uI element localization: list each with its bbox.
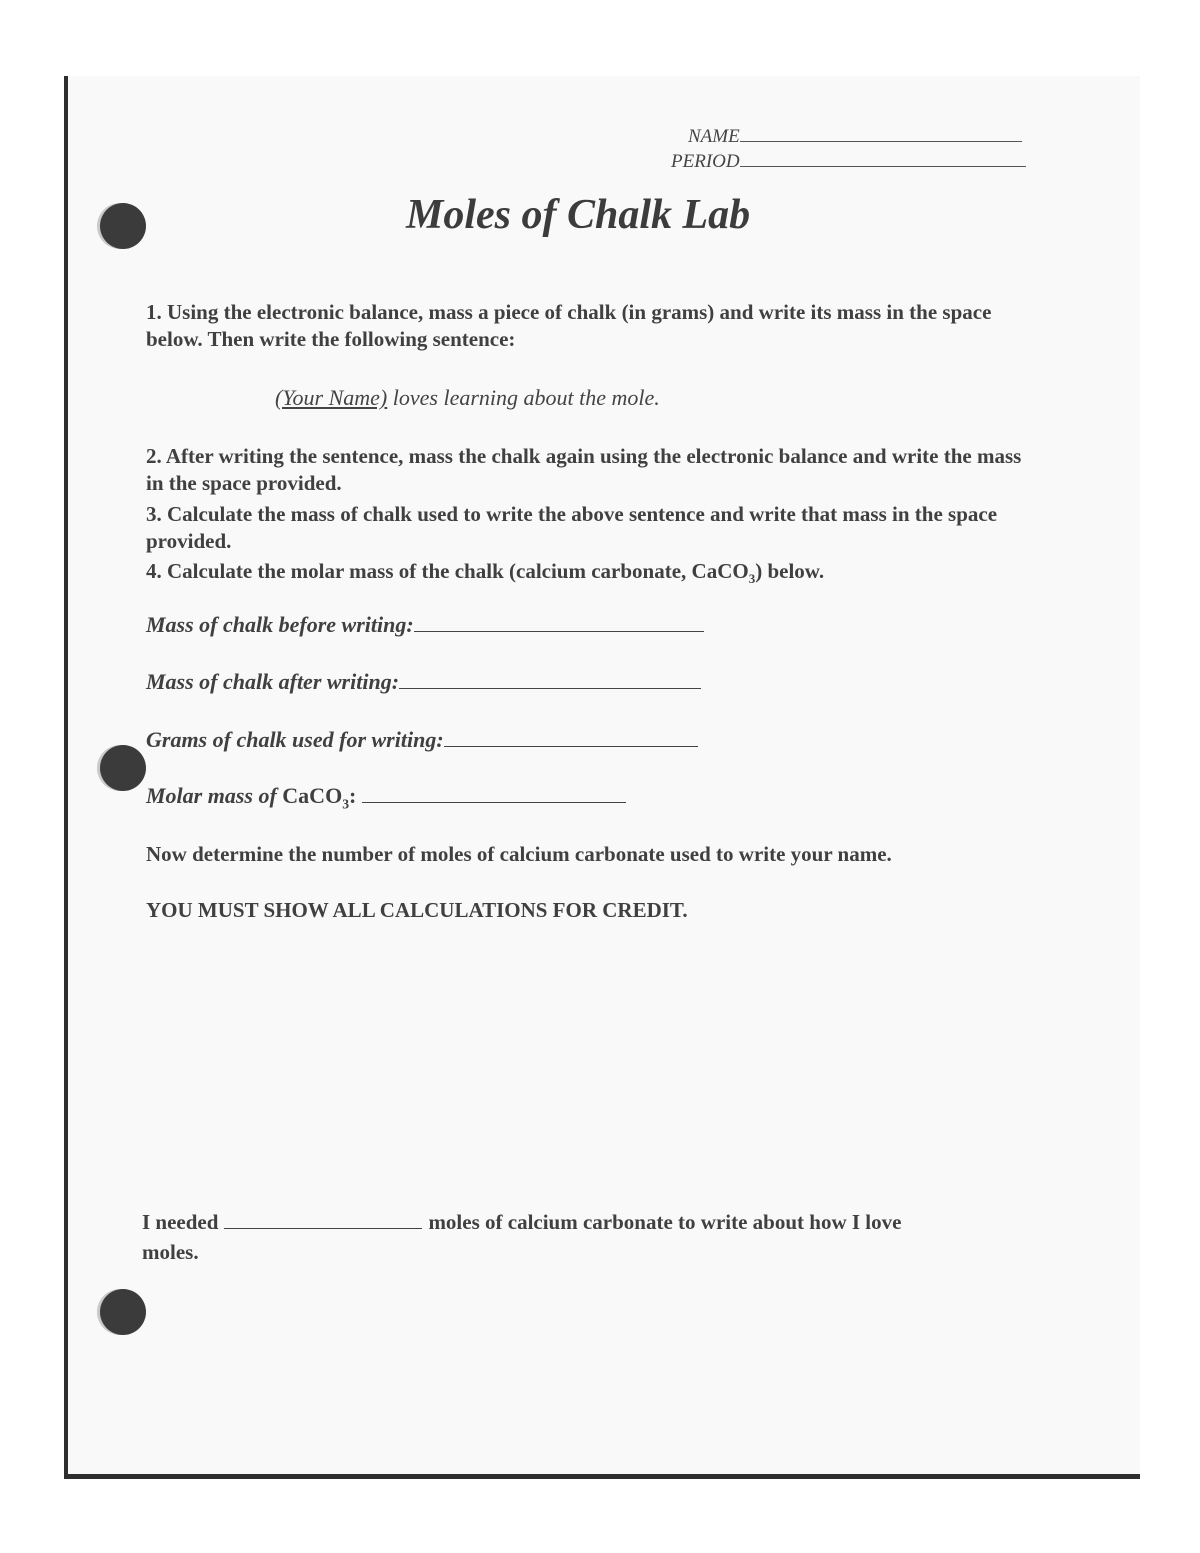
instruction-step-4: [146, 558, 1026, 592]
answer-end: moles.: [142, 1240, 199, 1264]
name-blank[interactable]: [740, 141, 1022, 142]
name-label: NAME: [688, 126, 740, 147]
show-work-notice: YOU MUST SHOW ALL CALCULATIONS FOR CREDIT.: [146, 898, 688, 922]
molar-mass-colon: :: [349, 783, 357, 808]
molar-mass-formula: CaCO: [282, 783, 343, 808]
mass-before-field[interactable]: [146, 611, 704, 638]
punch-hole-middle: [100, 745, 146, 791]
answer-post: moles of calcium carbonate to write about how I love: [428, 1210, 902, 1234]
instruction-step-2: 2. After writing the sentence, mass the chalk again using the electronic balance and write the mass in the space provided.: [146, 444, 1022, 495]
molar-mass-field[interactable]: [146, 782, 626, 812]
grams-used-field[interactable]: [146, 726, 698, 753]
step-4-text: 4. Calculate the molar mass of the chalk (calcium carbonate, CaCO: [146, 559, 749, 583]
instruction-step-1: 1. Using the electronic balance, mass a piece of chalk (in grams) and write its mass in the space below. Then write the following sentence:: [146, 300, 992, 351]
period-blank[interactable]: [740, 166, 1026, 167]
mass-before-blank[interactable]: [414, 611, 704, 632]
molar-mass-blank[interactable]: [362, 782, 626, 803]
answer-pre: I needed: [142, 1210, 219, 1234]
name-field[interactable]: [688, 126, 1022, 148]
step-4-subscript: 3: [748, 571, 756, 587]
determine-moles-text: Now determine the number of moles of calcium carbonate used to write your name.: [146, 842, 892, 866]
grams-used-label: Grams of chalk used for writing:: [146, 727, 444, 752]
worksheet-page: [64, 76, 1140, 1479]
page-title: Moles of Chalk Lab: [406, 192, 751, 238]
moles-answer-blank[interactable]: [224, 1210, 422, 1229]
molar-mass-label: Molar mass of: [146, 783, 283, 808]
period-field[interactable]: [671, 151, 1026, 173]
period-label: PERIOD: [671, 151, 740, 172]
your-name-placeholder: (Your Name): [275, 385, 388, 410]
mass-after-label: Mass of chalk after writing:: [146, 669, 400, 694]
punch-hole-bottom: [100, 1289, 146, 1335]
answer-sentence[interactable]: [142, 1210, 901, 1235]
sample-sentence: [275, 385, 660, 411]
mass-before-label: Mass of chalk before writing:: [146, 612, 414, 637]
punch-hole-top: [100, 203, 146, 249]
molar-mass-subscript: 3: [342, 796, 349, 812]
mass-after-blank[interactable]: [399, 668, 701, 689]
sentence-text: loves learning about the mole.: [387, 385, 660, 410]
instruction-step-3: 3. Calculate the mass of chalk used to write the above sentence and write that mass in the space provided.: [146, 502, 998, 553]
step-4-end: ) below.: [755, 559, 825, 583]
mass-after-field[interactable]: [146, 668, 701, 695]
grams-used-blank[interactable]: [444, 726, 698, 747]
